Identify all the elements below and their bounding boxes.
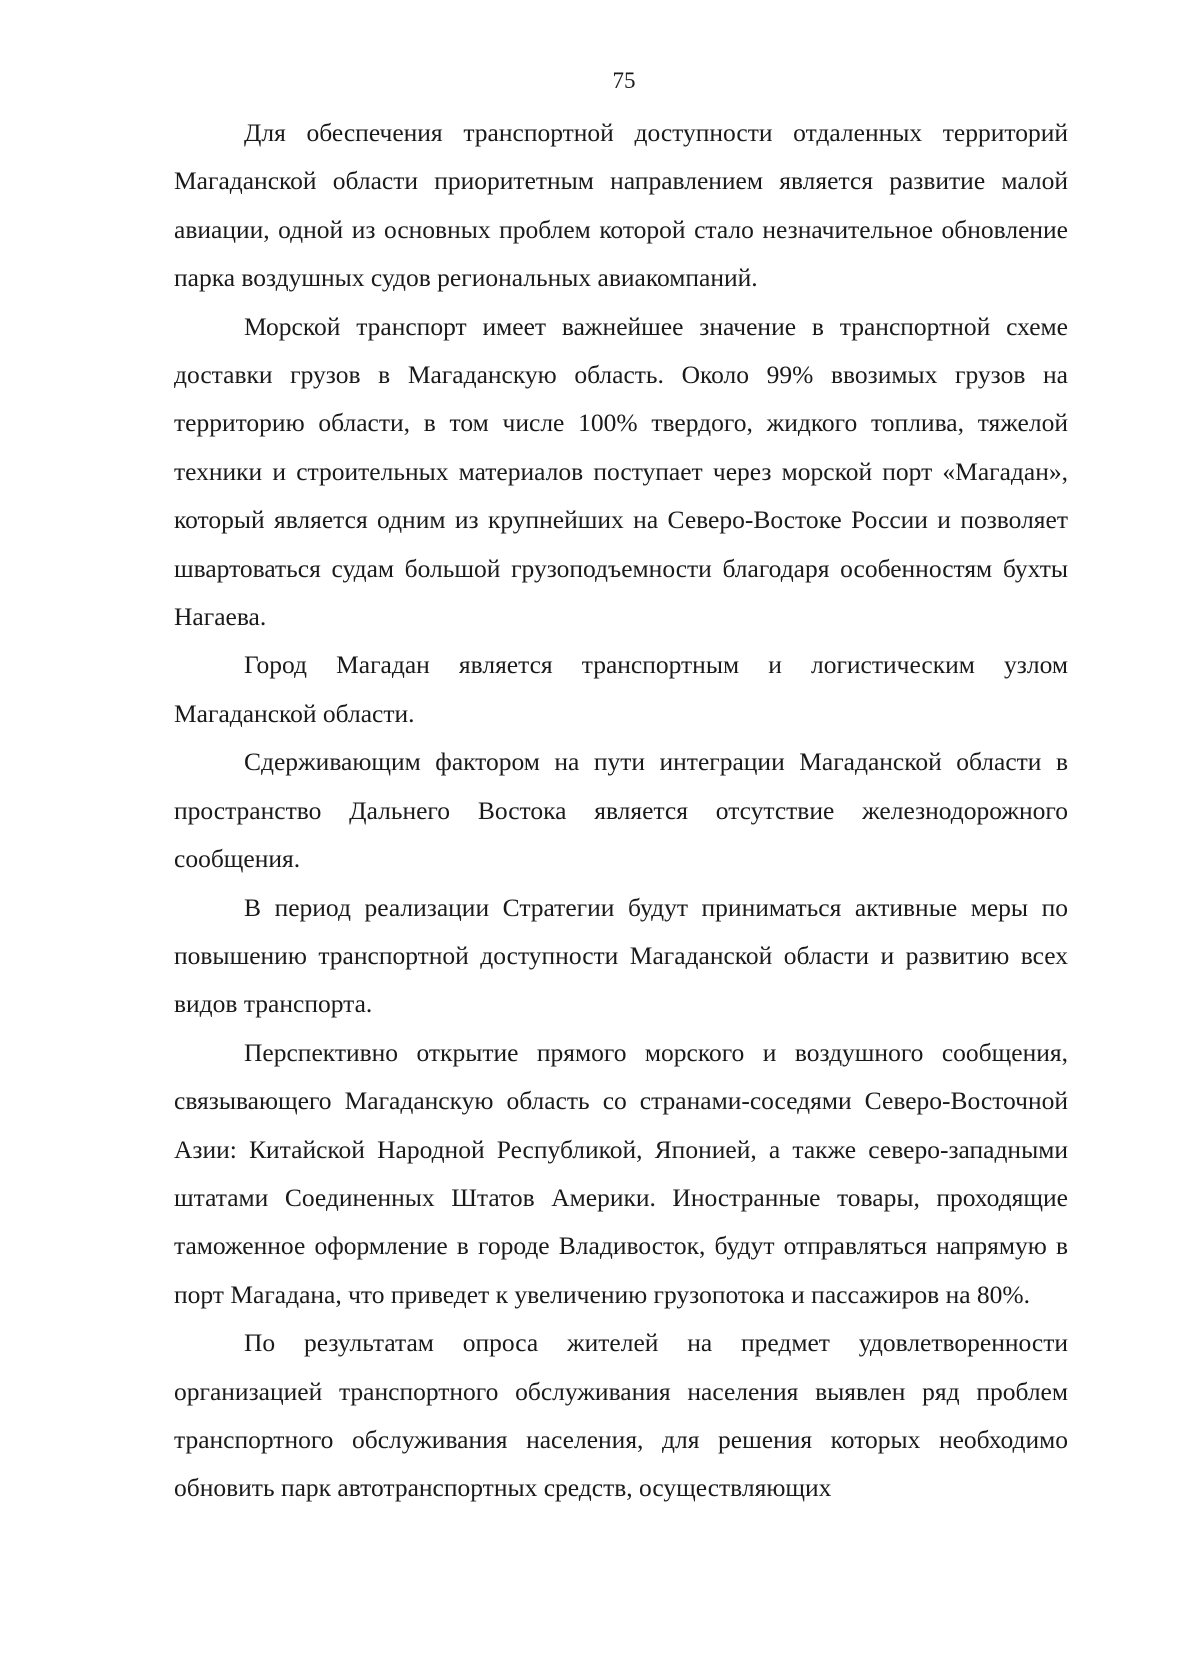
paragraph-strategy-measures: В период реализации Стратегии будут приниматься активные меры по повышению транспортной доступности Магаданской области и развитию всех видов транспорта. [174,892,1068,1019]
paragraph-sea-transport: Морской транспорт имеет важнейшее значение в транспортной схеме доставки грузов в Магаданскую область. Около 99% ввозимых грузов на территорию области, в том числе 100% твердого, жидкого топлива, тяжелой техники и строительных материалов поступает через морской порт «Магадан», который является одним из крупнейших на Северо-Востоке России и позволяет швартоваться судам большой грузоподъемности благодаря особенностям бухты Нагаева. [174,311,1068,632]
page-number: 75 [612,68,636,93]
document-body [174,109,1068,1513]
paragraph-direct-connections: Перспективно открытие прямого морского и воздушного сообщения, связывающего Магаданскую область со странами-соседями Северо-Восточной Азии: Китайской Народной Республикой, Японией, а также северо-западными штатами Соединенных Штатов Америки. Иностранные товары, проходящие таможенное оформление в городе Владивосток, будут отправляться напрямую в порт Магадана, что приведет к увеличению грузопотока и пассажиров на 80%. [174,1037,1068,1309]
paragraph-survey-results: По результатам опроса жителей на предмет удовлетворенности организацией транспортного обслуживания населения выявлен ряд проблем транспортного обслуживания населения, для решения которых необходимо обновить парк автотранспортных средств, осуществляющих [174,1328,1068,1503]
paragraph-railway-absence: Сдерживающим фактором на пути интеграции Магаданской области в пространство Дальнего Востока является отсутствие железнодорожного сообщения. [174,747,1068,874]
paragraph-small-aviation: Для обеспечения транспортной доступности отдаленных территорий Магаданской области приоритетным направлением является развитие малой авиации, одной из основных проблем которой стало незначительное обновление парка воздушных судов региональных авиакомпаний. [174,118,1068,293]
paragraph-magadan-hub: Город Магадан является транспортным и логистическим узлом Магаданской области. [174,650,1068,728]
